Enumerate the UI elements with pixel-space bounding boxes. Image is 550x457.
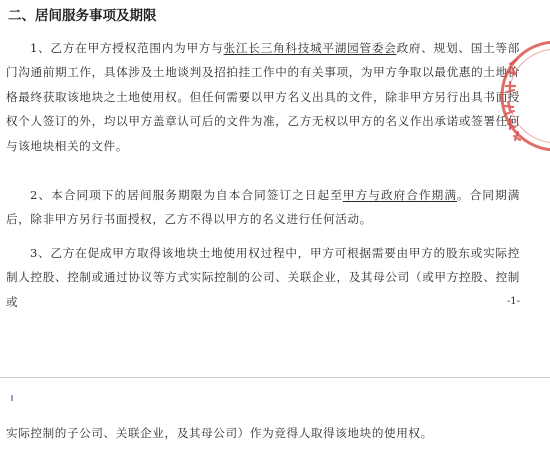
next-page bbox=[0, 378, 550, 457]
clause-1 bbox=[6, 36, 520, 158]
clause-2-text-a: 2、本合同项下的居间服务期限为自本合同签订之日起至 bbox=[30, 188, 343, 202]
page-gap bbox=[0, 330, 550, 380]
company-seal-icon bbox=[498, 22, 550, 172]
page-number: -1- bbox=[506, 296, 520, 307]
continuation-text: 实际控制的子公司、关联企业，及其母公司）作为竞得人取得该地块的使用权。 bbox=[6, 426, 433, 440]
scan-mark bbox=[11, 395, 13, 401]
clause-1-text-c: 政府、规划、国土等部门沟通前期工作，具体涉及土地谈判及招拍挂工作中的有关事项，为甲方争取以最优惠的土地价格最终获取该地块之土地使用权。但任何需要以甲方名义出具的文件，除非甲方另行出具书面授权个人签订的外，均以甲方盖章认可后的文件为准，乙方无权以甲方的名义作出承诺或签署任何与该地块相关的文件。 bbox=[6, 41, 520, 153]
clause-2 bbox=[6, 183, 520, 232]
clause-3 bbox=[6, 241, 520, 314]
clause-2-text-c: 。合同期满后，除非甲方另行书面授权，乙方不得以甲方的名义进行任何活动。 bbox=[6, 188, 520, 227]
section-heading: 二、居间服务事项及期限 bbox=[8, 8, 157, 24]
clause-3-text: 3、乙方在促成甲方取得该地块土地使用权过程中，甲方可根据需要由甲方的股东或实际控制人控股、控制或通过协议等方式实际控制的公司、关联企业，及其母公司（或甲方控股、控制或 bbox=[6, 246, 520, 309]
clause-1-underlined-party: 张江长三角科技城平湖园管委会 bbox=[223, 41, 397, 55]
clause-2-underlined-term: 甲方与政府合作期满 bbox=[342, 188, 458, 202]
clause-1-text-a: 1、乙方在甲方授权范围内为甲方与 bbox=[30, 41, 224, 55]
